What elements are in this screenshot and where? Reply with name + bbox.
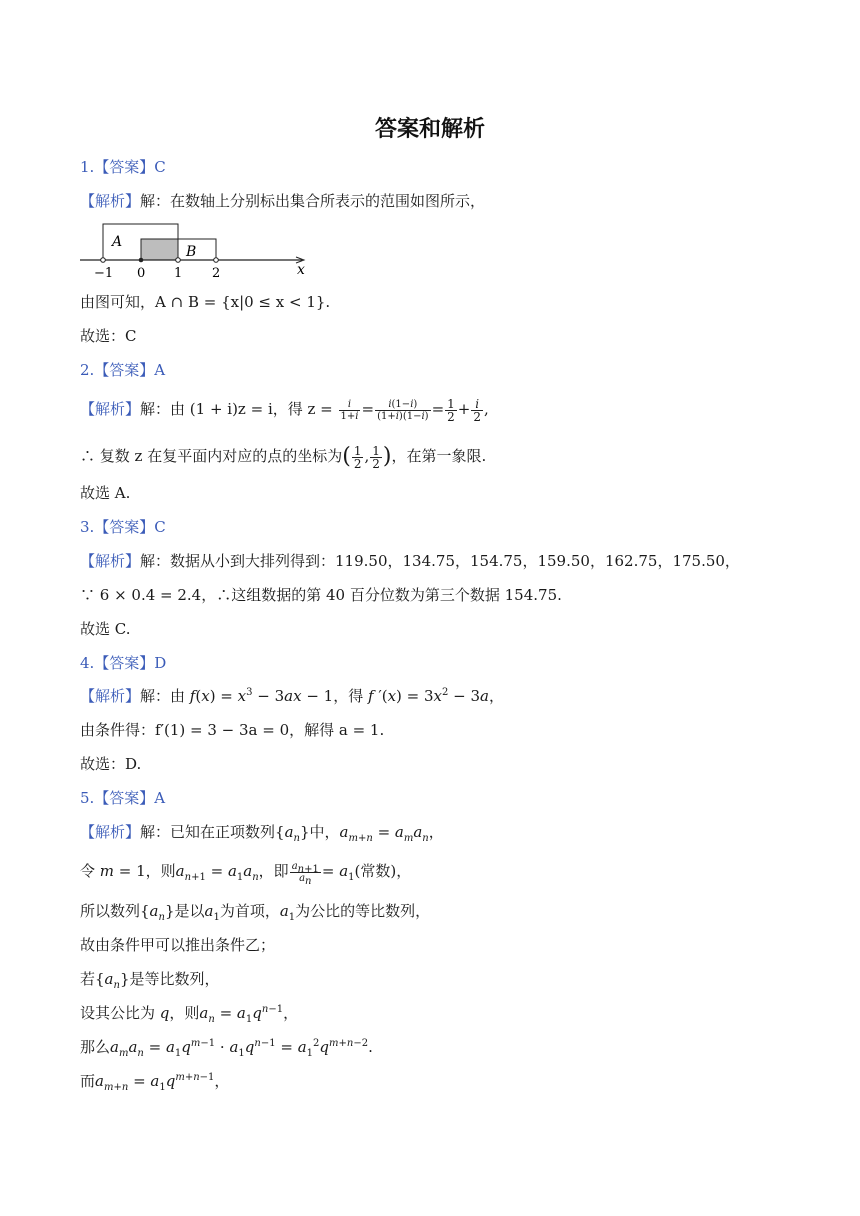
analysis-text: ∴ 复数 z 在复平面内对应的点的坐标为 [80, 447, 343, 465]
analysis-2-line-2: ∴ 复数 z 在复平面内对应的点的坐标为( $\frac{1}{2}$ , $\frac{1}{2}$ )，在第一象限. [80, 443, 487, 471]
answer-3: 3.【答案】C [80, 518, 166, 536]
fraction: $\frac{1}{2}$ [447, 396, 455, 424]
analysis-5-line-3: 所以数列$\{a_n\}$是以$a_1$为首项，$a_1$为公比的等比数列， [80, 902, 431, 923]
set-b-label: B [186, 244, 197, 260]
answer-5: 5.【答案】A [80, 789, 166, 807]
fraction: $\frac{i}{1+i}$ [340, 398, 359, 422]
tick-label: 1 [174, 266, 183, 280]
analysis-1-line-1 [80, 191, 485, 211]
number-line-figure [78, 218, 318, 280]
analysis-text: 解：由 (1 + i)z = i，得 z = [140, 400, 333, 418]
analysis-tag: 【解析】 [80, 552, 141, 570]
analysis-2-line-3: 故选 A. [80, 484, 131, 502]
analysis-tag: 【解析】 [80, 400, 141, 418]
analysis-4-line-3: 故选：D. [80, 755, 142, 773]
tick-label: 0 [137, 266, 146, 280]
analysis-4-line-2 [80, 720, 384, 740]
fraction: $\frac{1}{2}$ [353, 443, 362, 471]
analysis-text: f′(1) = 3 − 3a = 0，解得 a = 1. [155, 721, 385, 739]
answer-2: 2.【答案】A [80, 361, 166, 379]
analysis-4-line-1: 【解析】解：由 $f(x) = x^3 - 3ax - 1$，得 f $'(x) = 3x^2 - 3a$， [80, 687, 505, 705]
analysis-5-line-1: 【解析】解：已知在正项数列$\{a_n\}$中，$a_{m+n} = a_ma_n$， [80, 823, 444, 844]
fraction: $\frac{a_{n+1}}{a_n}$ [291, 860, 319, 887]
analysis-5-line-7: 那么$a_ma_n = a_1q^{m-1} \cdot a_1q^{n-1} = a_1^2q^{m+n-2}$. [80, 1038, 373, 1059]
analysis-text: 解：数据从小到大排列得到：119.50，134.75，154.75，159.50，162.75，175.50， [140, 552, 740, 570]
analysis-2-line-1: 【解析】解：由 (1 + i)z = i，得 z = $\frac{i}{1+i}$ = $\frac{i(1-i)}{(1+i)(1-i)}$ = $\frac{1}{2}$ + $\frac{i}{2}$ , [80, 396, 489, 424]
analysis-5-line-2: 令 m = 1，则$a_{n+1} = a_1a_n$，即 $\frac{a_{n+1}}{a_n}$ = $a_1$(常数)， [80, 860, 412, 887]
fraction: $\frac{1}{2}$ [372, 443, 380, 471]
analysis-3-line-1 [80, 551, 740, 571]
answer-1: 1.【答案】C [80, 158, 166, 176]
analysis-text: 解：在数轴上分别标出集合所表示的范围如图所示， [140, 192, 486, 210]
tick-label: 2 [212, 266, 221, 280]
analysis-5-line-6: 设其公比为 q，则$a_n = a_1q^{n-1}$， [80, 1004, 299, 1025]
analysis-tag: 【解析】 [80, 823, 141, 841]
answer-4: 4.【答案】D [80, 654, 167, 672]
fraction: $\frac{i(1-i)}{(1+i)(1-i)}$ [377, 398, 429, 422]
analysis-5-line-8: 而$a_{m+n} = a_1q^{m+n-1}$， [80, 1072, 230, 1093]
analysis-3-line-2: ∵ 6 × 0.4 = 2.4，∴这组数据的第 40 百分位数为第三个数据 154.75. [80, 586, 562, 604]
analysis-text: ，在第一象限. [391, 447, 487, 465]
analysis-5-line-4: 故由条件甲可以推出条件乙； [80, 936, 276, 954]
page-title: 答案和解析 [374, 117, 485, 142]
analysis-5-line-5: 若$\{a_n\}$是等比数列， [80, 970, 220, 991]
analysis-text: 由条件得： [80, 721, 156, 739]
axis-label: x [297, 262, 305, 278]
analysis-1-line-3: 故选：C [80, 327, 137, 345]
analysis-1-line-2: 由图可知，A ∩ B = {x|0 ≤ x < 1}. [80, 293, 331, 311]
analysis-tag: 【解析】 [80, 687, 141, 705]
analysis-tag: 【解析】 [80, 192, 141, 210]
set-a-label: A [112, 234, 123, 250]
fraction: $\frac{i}{2}$ [473, 396, 482, 424]
tick-label: −1 [94, 266, 114, 280]
analysis-3-line-3: 故选 C. [80, 620, 131, 638]
